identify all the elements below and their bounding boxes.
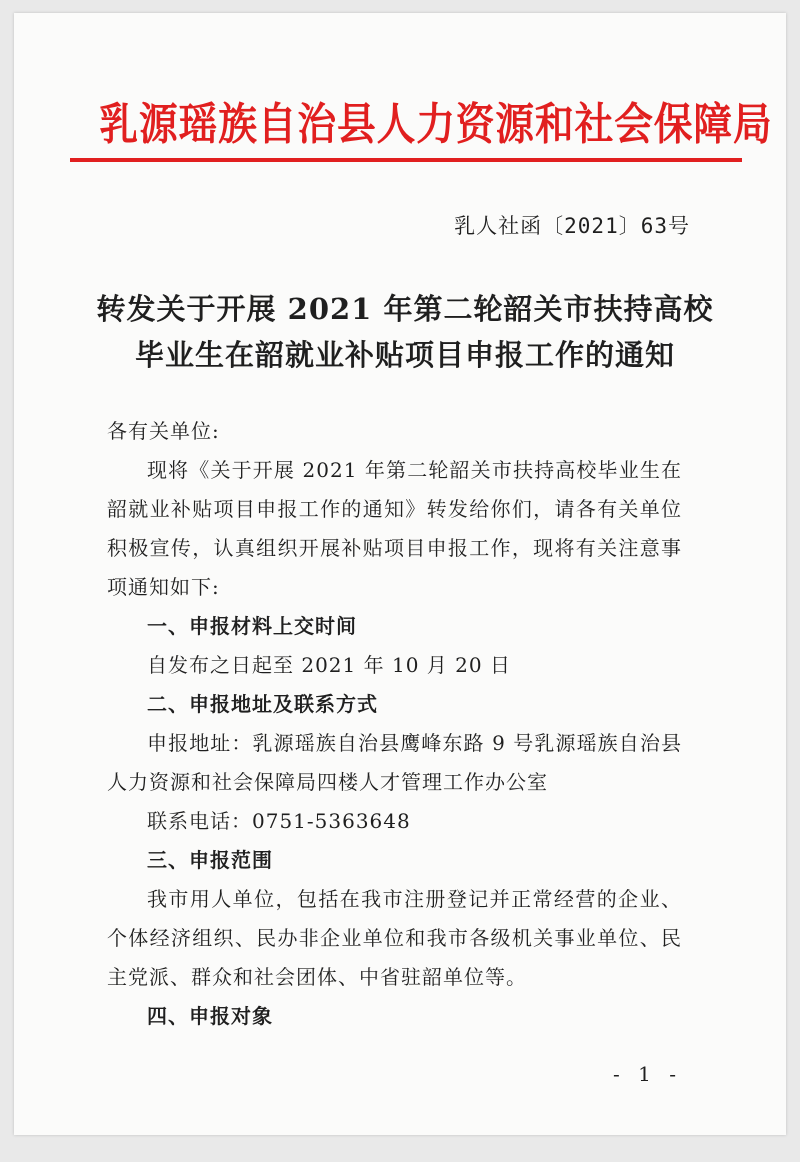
section-2-heading: 二、申报地址及联系方式 <box>147 692 378 716</box>
document-body <box>107 412 682 1036</box>
masthead-red-line <box>70 158 742 162</box>
document-number: 乳人社函〔2021〕63号 <box>454 214 690 238</box>
section-3-text: 我市用人单位，包括在我市注册登记并正常经营的企业、个体经济组织、民办非企业单位和我市各级机关事业单位、民主党派、群众和社会团体、中省驻韶单位等。 <box>107 887 682 989</box>
section-4-heading: 四、申报对象 <box>147 1004 273 1028</box>
title-line-2: 毕业生在韶就业补贴项目申报工作的通知 <box>134 338 675 372</box>
section-3-heading: 三、申报范围 <box>147 848 273 872</box>
salutation: 各有关单位: <box>107 419 220 443</box>
document-page <box>14 13 786 1135</box>
section-1-text: 自发布之日起至 2021 年 10 月 20 日 <box>147 653 511 677</box>
section-2-address: 申报地址：乳源瑶族自治县鹰峰东路 9 号乳源瑶族自治县人力资源和社会保障局四楼人才管理工作办公室 <box>107 731 682 794</box>
title-line-1: 转发关于开展 2021 年第二轮韶关市扶持高校 <box>96 292 714 326</box>
page-number: - 1 - <box>613 1062 682 1086</box>
masthead-org-name: 乳源瑶族自治县人力资源和社会保障局 <box>99 99 773 150</box>
intro-paragraph: 现将《关于开展 2021 年第二轮韶关市扶持高校毕业生在韶就业补贴项目申报工作的通知》转发给你们，请各有关单位积极宣传，认真组织开展补贴项目申报工作，现将有关注意事项通知如下: <box>107 458 682 599</box>
section-2-phone: 联系电话：0751-5363648 <box>147 809 411 833</box>
section-1-heading: 一、申报材料上交时间 <box>147 614 357 638</box>
